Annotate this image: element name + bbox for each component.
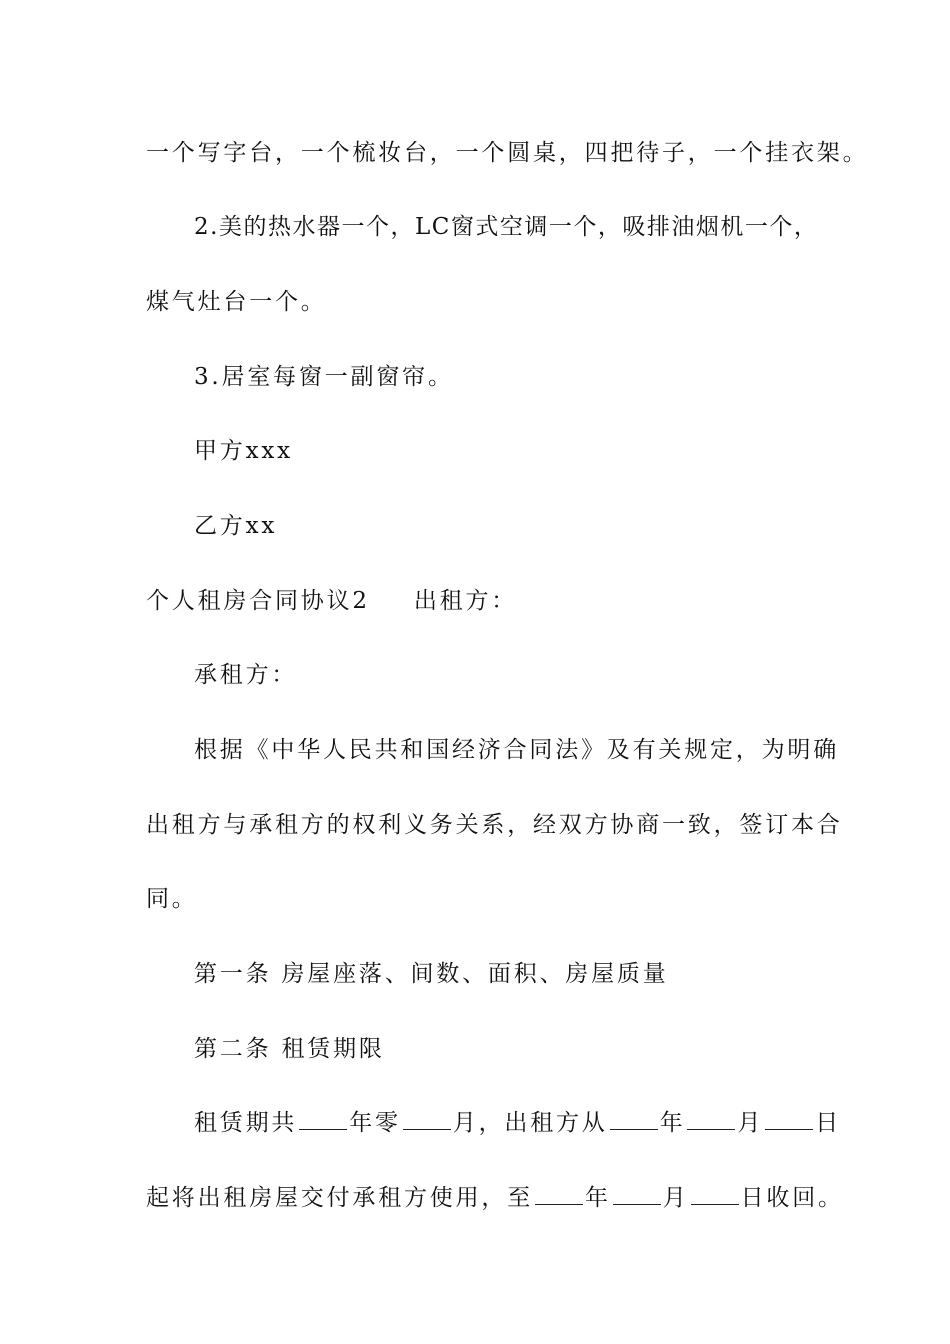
- text-line: 一个写字台，一个梳妆台，一个圆桌，四把待子，一个挂衣架。: [146, 140, 869, 166]
- text-fragment: 年: [659, 1110, 686, 1136]
- contract-title: 个人租房合同协议2: [146, 588, 370, 614]
- article-two-heading: 第二条 租赁期限: [194, 1036, 385, 1062]
- lease-return-line: [146, 1183, 844, 1213]
- text-fragment: 年零: [349, 1110, 401, 1136]
- section-heading-line: [146, 586, 816, 616]
- lessee-label: 承租方：: [194, 662, 298, 688]
- lease-term-line: [194, 1108, 842, 1138]
- lessor-label: 出租方：: [413, 588, 518, 614]
- fill-blank: [535, 1184, 583, 1205]
- fill-blank: [613, 1184, 661, 1205]
- text-fragment: 起将出租房屋交付承租方使用，至: [146, 1185, 533, 1211]
- party-b-line: 乙方xx: [194, 513, 278, 539]
- text-fragment: 月: [737, 1110, 764, 1136]
- text-line: 出租方与承租方的权利义务关系，经双方协商一致，签订本合: [146, 812, 843, 838]
- text-fragment: 月: [662, 1185, 689, 1211]
- fill-blank: [765, 1109, 813, 1130]
- party-a-line: 甲方xxx: [194, 438, 293, 464]
- text-line: 根据《中华人民共和国经济合同法》及有关规定，为明确: [194, 737, 839, 763]
- fill-blank: [691, 1184, 739, 1205]
- text-fragment: 日收回。: [740, 1185, 844, 1211]
- text-line: 煤气灶台一个。: [146, 289, 327, 315]
- text-fragment: 年: [585, 1185, 611, 1211]
- fill-blank: [299, 1109, 347, 1130]
- text-fragment: 日: [815, 1110, 842, 1136]
- fill-blank: [687, 1109, 735, 1130]
- fill-blank: [403, 1109, 451, 1130]
- text-fragment: 月，出租方从: [452, 1110, 608, 1136]
- text-line: 3.居室每窗一副窗帘。: [194, 364, 454, 390]
- text-line: 同。: [146, 886, 198, 912]
- article-one-heading: 第一条 房屋座落、间数、面积、房屋质量: [194, 961, 669, 987]
- text-fragment: 租赁期共: [194, 1110, 298, 1136]
- fill-blank: [610, 1109, 658, 1130]
- text-line: 2.美的热水器一个，LC窗式空调一个，吸排油烟机一个，: [194, 214, 819, 240]
